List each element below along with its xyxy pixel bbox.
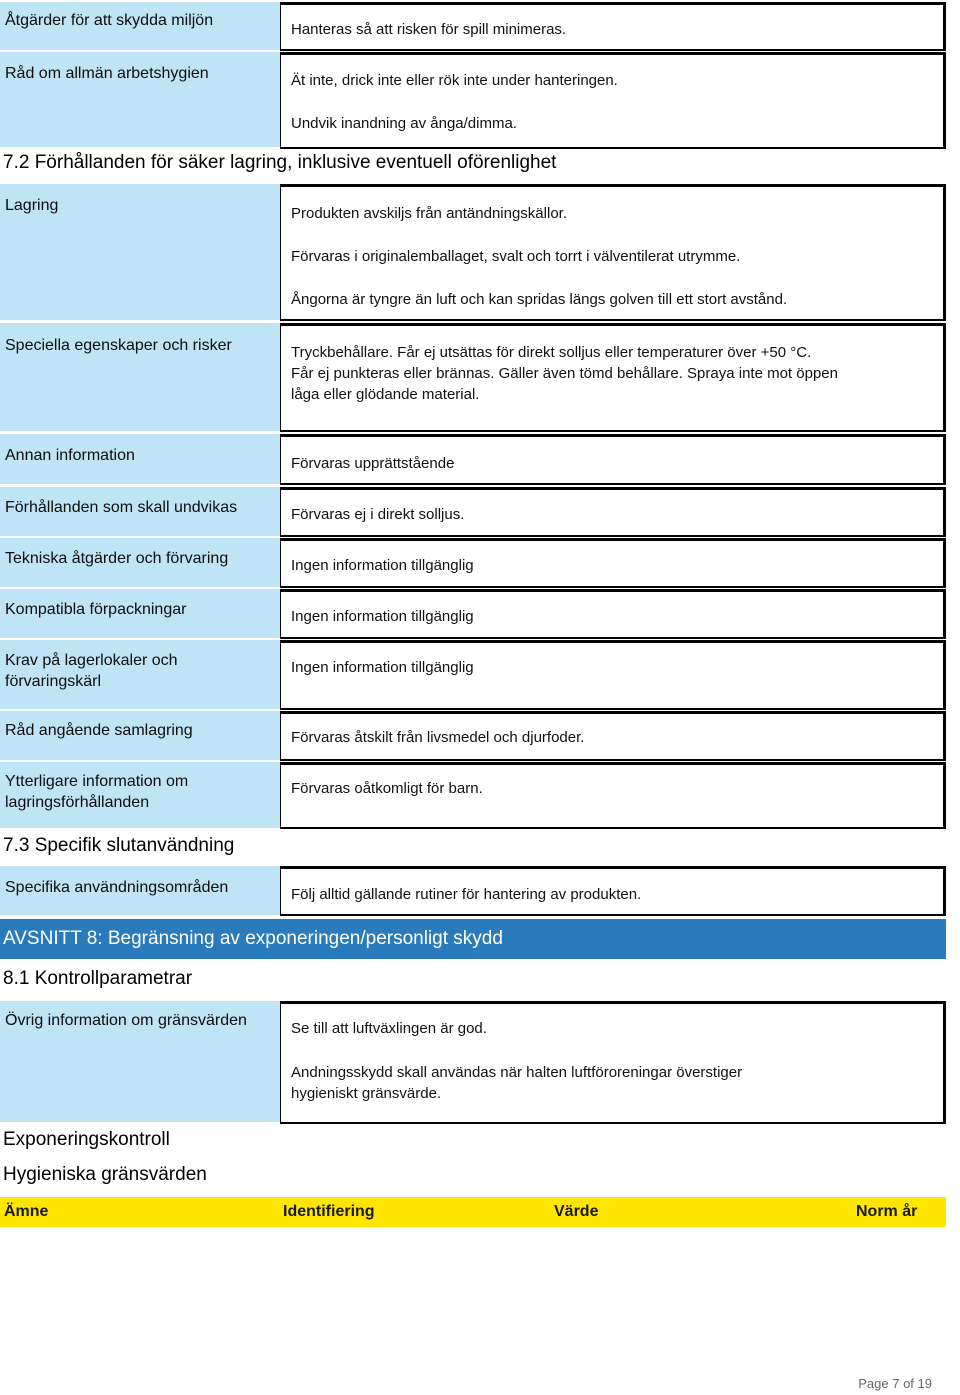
value-annan-information: Förvaras upprättstående <box>280 434 946 485</box>
value-line: Förvaras i originalemballaget, svalt och torrt i välventilerat utrymme. <box>291 248 741 265</box>
label-miljo: Åtgärder för att skydda miljön <box>0 2 280 50</box>
value-lagring <box>280 184 946 321</box>
label-tekniska: Tekniska åtgärder och förvaring <box>0 538 280 587</box>
col-header-varde: Värde <box>554 1203 599 1220</box>
section-7-2-heading: 7.2 Förhållanden för säker lagring, inklusive eventuell oförenlighet <box>3 152 557 173</box>
label-forhallanden: Förhållanden som skall undvikas <box>0 487 280 536</box>
label-speciella: Speciella egenskaper och risker <box>0 323 280 431</box>
label-annan-information: Annan information <box>0 434 280 484</box>
label-ovrig: Övrig information om gränsvärden <box>0 1001 280 1122</box>
value-line: Se till att luftväxlingen är god. <box>291 1020 487 1037</box>
value-specifika: Följ alltid gällande rutiner för hantering av produkten. <box>280 866 946 916</box>
section-8-1-heading: 8.1 Kontrollparametrar <box>3 968 193 989</box>
value-line: Produkten avskiljs från antändningskällor. <box>291 205 567 222</box>
value-line: låga eller glödande material. <box>291 386 480 403</box>
value-line: Andningsskydd skall användas när halten luftföroreningar överstiger <box>291 1064 743 1081</box>
col-header-identifiering: Identifiering <box>283 1203 375 1220</box>
value-line: Tryckbehållare. Får ej utsättas för direkt solljus eller temperaturer över +50 °C. <box>291 344 812 361</box>
col-header-amne: Ämne <box>4 1203 49 1220</box>
page-number: Page 7 of 19 <box>858 1376 932 1391</box>
exponeringskontroll-heading: Exponeringskontroll <box>3 1129 170 1150</box>
label-lagring: Lagring <box>0 184 280 320</box>
label-arbetshygien: Råd om allmän arbetshygien <box>0 52 280 147</box>
value-miljo <box>280 2 946 51</box>
value-krav: Ingen information tillgänglig <box>280 640 946 710</box>
value-line: hygieniskt gränsvärde. <box>291 1085 442 1102</box>
value-line: Hanteras så att risken för spill minimeras. <box>291 21 567 38</box>
value-line: Får ej punkteras eller brännas. Gäller även tömd behållare. Spraya inte mot öppen <box>291 365 838 382</box>
section-8-banner: AVSNITT 8: Begränsning av exponeringen/personligt skydd <box>0 919 946 959</box>
value-kompatibla: Ingen information tillgänglig <box>280 589 946 639</box>
label-kompatibla: Kompatibla förpackningar <box>0 589 280 638</box>
value-ytterligare: Förvaras oåtkomligt för barn. <box>280 762 946 829</box>
label-samlagring: Råd angående samlagring <box>0 711 280 760</box>
section-7-3-heading: 7.3 Specifik slutanvändning <box>3 835 235 856</box>
table-header-bar <box>0 1197 946 1227</box>
hygieniska-heading: Hygieniska gränsvärden <box>3 1164 207 1185</box>
label-krav: Krav på lagerlokaler och förvaringskärl <box>0 640 280 709</box>
value-arbetshygien <box>280 52 946 149</box>
label-specifika: Specifika användningsområden <box>0 866 280 915</box>
value-samlagring: Förvaras åtskilt från livsmedel och djurfoder. <box>280 711 946 761</box>
label-ytterligare: Ytterligare information om lagringsförhållanden <box>0 762 280 828</box>
value-line: Ät inte, drick inte eller rök inte under hanteringen. <box>291 72 618 89</box>
value-tekniska: Ingen information tillgänglig <box>280 538 946 588</box>
col-header-norm-ar: Norm år <box>856 1203 918 1220</box>
value-ovrig <box>280 1001 946 1124</box>
value-forhallanden: Förvaras ej i direkt solljus. <box>280 487 946 537</box>
value-speciella <box>280 323 946 432</box>
value-line: Undvik inandning av ånga/dimma. <box>291 115 517 132</box>
value-line: Ångorna är tyngre än luft och kan spridas längs golven till ett stort avstånd. <box>291 291 788 308</box>
